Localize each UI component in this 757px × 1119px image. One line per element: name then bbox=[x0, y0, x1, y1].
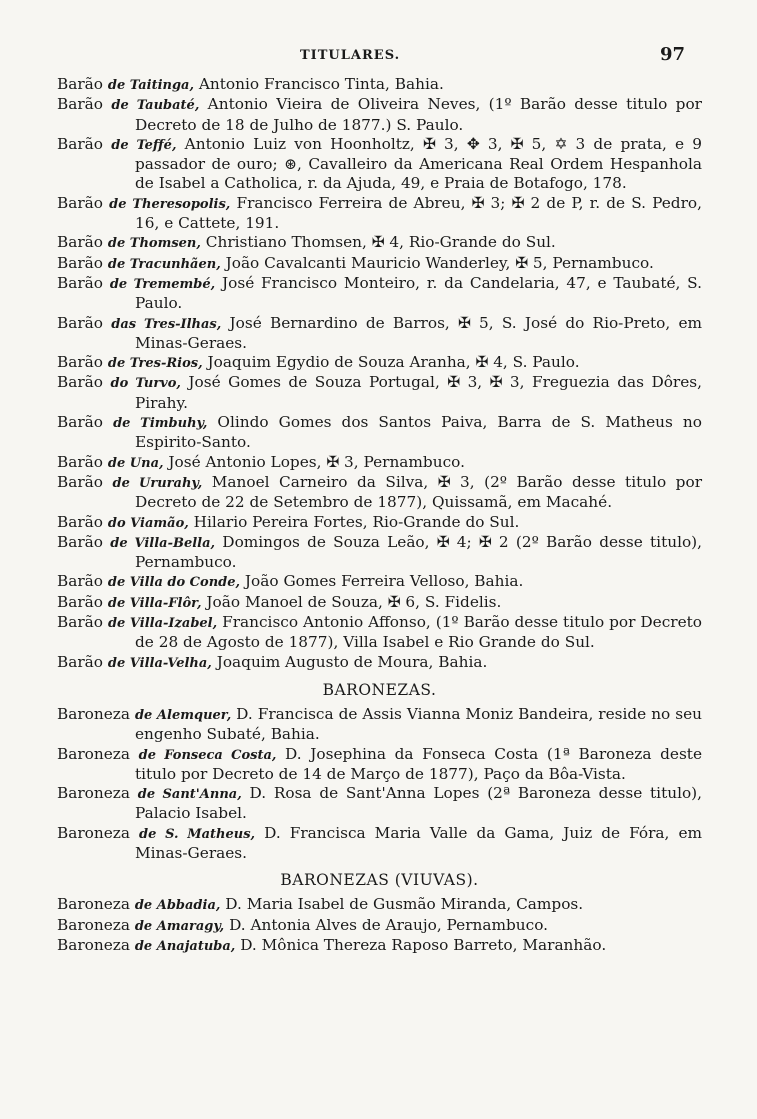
entry-title: Barão bbox=[57, 592, 104, 611]
entry-place: de Ururahy, bbox=[112, 475, 203, 491]
entry bbox=[57, 413, 702, 453]
entry bbox=[57, 135, 702, 194]
entry-text: Christiano Thomsen, ✠ 4, Rio-Grande do Sul. bbox=[200, 233, 556, 252]
entry bbox=[57, 274, 702, 314]
entry-title: Barão bbox=[57, 452, 104, 471]
entry-title: Barão bbox=[57, 273, 104, 292]
entry bbox=[57, 254, 702, 274]
entry-title: Baroneza bbox=[57, 915, 130, 934]
entry-place: de Anajatuba, bbox=[134, 938, 236, 954]
entry bbox=[57, 473, 702, 513]
entry bbox=[57, 513, 702, 533]
entry-title: Barão bbox=[57, 253, 104, 272]
entry bbox=[57, 653, 702, 673]
entry-place: de Taitinga, bbox=[107, 78, 195, 93]
section-heading-baronezas: BARONEZAS. bbox=[322, 680, 437, 699]
entry-text: D. Mônica Thereza Raposo Barreto, Maranhão. bbox=[235, 935, 607, 954]
entry-title: Baroneza bbox=[57, 935, 130, 954]
entry-text: Francisco Ferreira de Abreu, ✠ 3; ✠ 2 de P, r. de S. Pedro, 16, e Cattete, 191. bbox=[135, 193, 702, 233]
entry-title: Baroneza bbox=[57, 784, 130, 803]
entry bbox=[57, 233, 702, 253]
entry-title: Barão bbox=[57, 532, 104, 551]
entry-text: D. Maria Isabel de Gusmão Miranda, Campos. bbox=[220, 895, 584, 914]
entry-text: Francisco Antonio Affonso, (1º Barão desse titulo por Decreto de 28 de Agosto de 1877), Villa Isabel e Rio Grande do Sul. bbox=[135, 613, 702, 652]
entry bbox=[57, 745, 702, 785]
entry-text: Antonio Francisco Tinta, Bahia. bbox=[194, 75, 444, 93]
entry-text: José Francisco Monteiro, r. da Candelaria, 47, e Taubaté, S. Paulo. bbox=[135, 273, 702, 313]
entry-text: Antonio Luiz von Hoonholtz, ✠ 3, ✥ 3, ✠ 5, ✡ 3 de prata, e 9 passador de ouro; ⊛, Cavalleiro da Americana Real Ordem Hespanhola de Isabel a Catholica, r. da Ajuda, 49, e Praia de Botafogo, 178. bbox=[135, 134, 703, 193]
entry-place: de S. Matheus, bbox=[139, 826, 256, 842]
entry-place: de Teffé, bbox=[111, 137, 177, 153]
section-heading-viuvas: BARONEZAS (VIUVAS). bbox=[280, 871, 479, 890]
entry-place: de Tres-Rios, bbox=[107, 356, 203, 372]
entry-place: de Fonseca Costa, bbox=[138, 747, 277, 763]
entry bbox=[57, 916, 702, 936]
entry-place: de Timbuhy, bbox=[113, 416, 208, 432]
entry-text: D. Josephina da Fonseca Costa (1ª Baroneza deste titulo por Decreto de 14 de Março de 1877), Paço da Bôa-Vista. bbox=[135, 744, 702, 783]
entry-place: das Tres-Ilhas, bbox=[111, 316, 222, 332]
entry-place: de Alemquer, bbox=[134, 707, 232, 723]
entry-text: Manoel Carneiro da Silva, ✠ 3, (2º Barão desse titulo por Decreto de 22 de Setembro de 1877), Quissamã, em Macahé. bbox=[135, 472, 702, 512]
body-text bbox=[57, 75, 702, 956]
entry-place: de Una, bbox=[107, 455, 164, 471]
entry-place: de Amaragy, bbox=[134, 918, 225, 934]
entry-place: de Theresopolis, bbox=[109, 196, 231, 212]
entry-place: de Sant'Anna, bbox=[137, 787, 242, 803]
entry-text: José Bernardino de Barros, ✠ 5, S. José do Rio-Preto, em Minas-Geraes. bbox=[135, 313, 703, 352]
entry-text: D. Antonia Alves de Araujo, Pernambuco. bbox=[224, 915, 549, 934]
entry-title: Barão bbox=[57, 134, 104, 153]
entry-place: de Tremembé, bbox=[109, 276, 216, 292]
entry-title: Barão bbox=[57, 353, 104, 372]
entry-title: Barão bbox=[57, 512, 104, 531]
entry bbox=[57, 75, 702, 95]
entry-place: de Tracunhãen, bbox=[107, 256, 221, 272]
entry-text: Hilario Pereira Fortes, Rio-Grande do Sul. bbox=[188, 512, 520, 531]
baronezas-list bbox=[57, 705, 702, 863]
entry bbox=[57, 572, 702, 592]
entry-title: Baroneza bbox=[57, 744, 130, 763]
entry-text: D. Rosa de Sant'Anna Lopes (2ª Baroneza desse titulo), Palacio Isabel. bbox=[135, 784, 703, 823]
entry-title: Baroneza bbox=[57, 895, 130, 914]
entry-title: Barão bbox=[57, 233, 104, 252]
entry-text: Domingos de Souza Leão, ✠ 4; ✠ 2 (2º Barão desse titulo), Pernambuco. bbox=[135, 532, 702, 572]
entry-text: Antonio Vieira de Oliveira Neves, (1º Barão desse titulo por Decreto de 18 de Julho de 1877.) S. Paulo. bbox=[135, 95, 702, 134]
entry-title: Barão bbox=[57, 75, 104, 93]
entry-title: Barão bbox=[57, 652, 104, 671]
viuvas-list bbox=[57, 895, 702, 956]
entry-title: Barão bbox=[57, 572, 104, 591]
entry-title: Barão bbox=[57, 613, 104, 632]
entry-place: de Villa-Velha, bbox=[107, 655, 212, 671]
entry bbox=[57, 613, 702, 653]
entry-place: de Abbadia, bbox=[134, 898, 221, 914]
entry bbox=[57, 453, 702, 473]
entry-text: Joaquim Egydio de Souza Aranha, ✠ 4, S. Paulo. bbox=[202, 353, 580, 372]
entry bbox=[57, 705, 702, 745]
entry bbox=[57, 353, 702, 373]
entry bbox=[57, 373, 702, 413]
page-number: 97 bbox=[660, 44, 686, 65]
entry-title: Baroneza bbox=[57, 704, 130, 723]
entry-title: Barão bbox=[57, 373, 104, 392]
entry-text: D. Francisca Maria Valle da Gama, Juiz de Fóra, em Minas-Geraes. bbox=[135, 823, 702, 862]
entry-text: João Manoel de Souza, ✠ 6, S. Fidelis. bbox=[201, 592, 502, 611]
entry-place: de Villa-Bella, bbox=[110, 535, 216, 551]
entry-place: de Taubaté, bbox=[111, 98, 200, 114]
entry-title: Barão bbox=[57, 472, 104, 491]
entry-title: Barão bbox=[57, 95, 104, 114]
entry-place: de Villa-Izabel, bbox=[107, 616, 218, 632]
entry bbox=[57, 533, 702, 573]
entry-title: Baroneza bbox=[57, 823, 130, 842]
running-title: TITULARES. bbox=[300, 48, 401, 63]
entry-text: Joaquim Augusto de Moura, Bahia. bbox=[211, 652, 488, 671]
entry-title: Barão bbox=[57, 313, 104, 332]
entry-title: Barão bbox=[57, 193, 104, 212]
entry-place: do Turvo, bbox=[110, 376, 181, 392]
entry-place: de Villa do Conde, bbox=[107, 575, 241, 591]
entry bbox=[57, 824, 702, 864]
entry bbox=[57, 936, 702, 956]
entry-text: D. Francisca de Assis Vianna Moniz Bandeira, reside no seu engenho Subaté, Bahia. bbox=[135, 704, 702, 744]
entry-text: José Gomes de Souza Portugal, ✠ 3, ✠ 3, Freguezia das Dôres, Pirahy. bbox=[135, 373, 702, 412]
barons-list bbox=[57, 75, 702, 673]
entry bbox=[57, 593, 702, 613]
entry bbox=[57, 95, 702, 135]
entry-place: de Thomsen, bbox=[107, 236, 201, 252]
entry bbox=[57, 194, 702, 234]
entry-text: José Antonio Lopes, ✠ 3, Pernambuco. bbox=[163, 452, 465, 471]
entry bbox=[57, 784, 702, 824]
entry bbox=[57, 314, 702, 354]
entry-text: Olindo Gomes dos Santos Paiva, Barra de S. Matheus no Espirito-Santo. bbox=[135, 413, 702, 452]
entry-text: João Gomes Ferreira Velloso, Bahia. bbox=[240, 572, 524, 591]
entry-text: João Cavalcanti Mauricio Wanderley, ✠ 5, Pernambuco. bbox=[220, 253, 654, 272]
entry-place: do Viamão, bbox=[107, 515, 189, 531]
entry bbox=[57, 895, 702, 915]
entry-place: de Villa-Flôr, bbox=[107, 595, 202, 611]
entry-title: Barão bbox=[57, 413, 104, 432]
